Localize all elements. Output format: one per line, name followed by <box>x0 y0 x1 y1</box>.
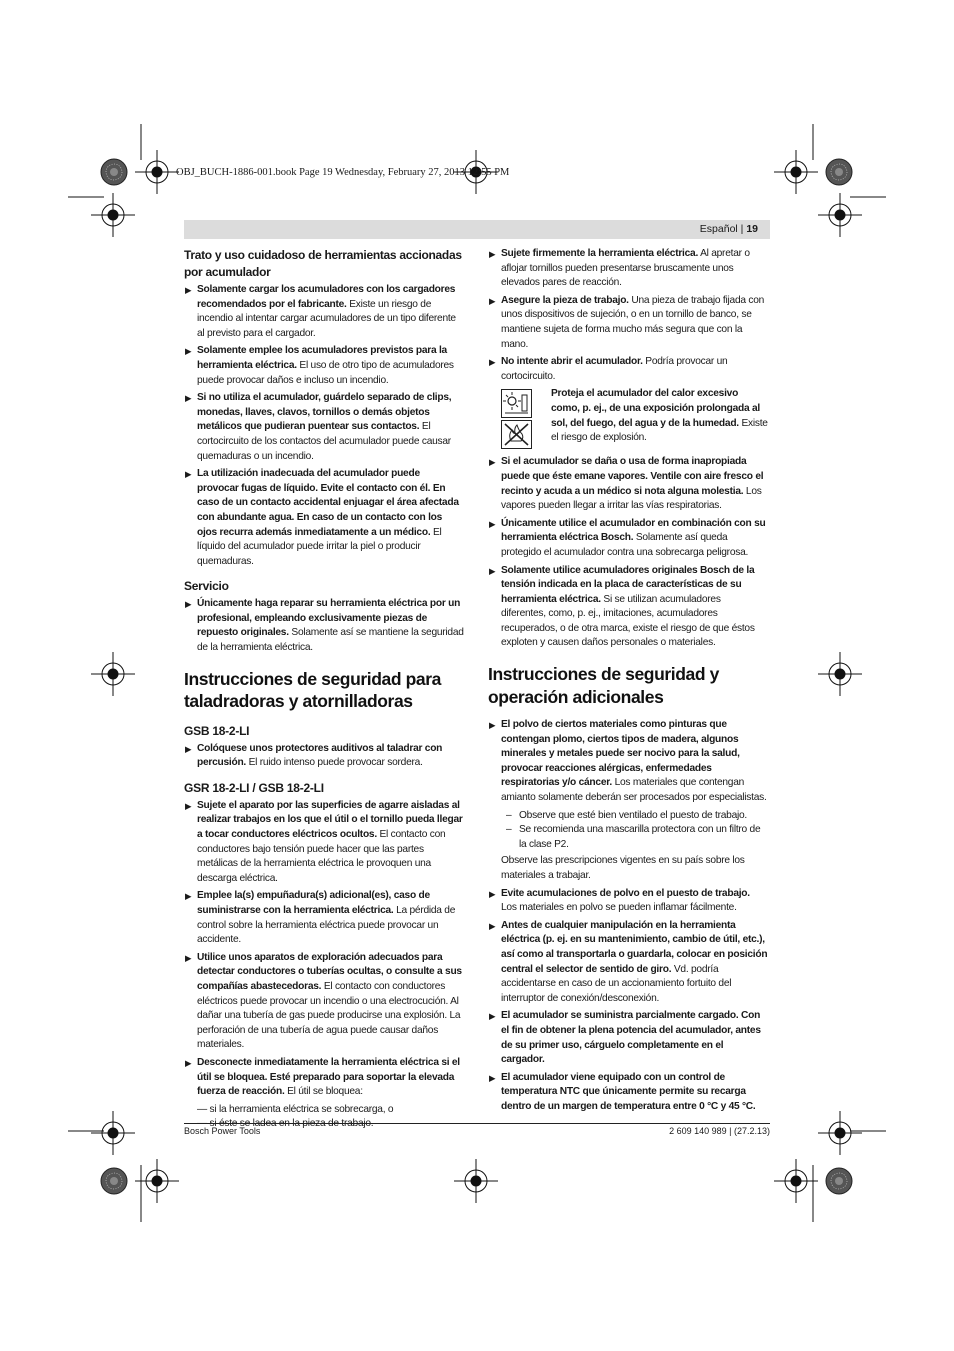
model-heading-gsr-gsb: GSR 18-2-LI / GSB 18-2-LI <box>184 780 324 795</box>
safety-item <box>488 718 768 806</box>
page-number: 19 <box>746 223 758 235</box>
item-bold: Solamente utilice acumuladores originales Bosch de la tensión indicada en la placa de características de su herramienta eléctrica. <box>501 564 755 605</box>
item-text: El contacto con conductores bajo tensión puede hacer que las partes metálicas de la herramienta eléctrica le provoquen una descarga eléctrica. <box>197 829 446 884</box>
safety-item <box>488 919 768 1007</box>
item-bold: Sujete el aparato por las superficies de agarre aisladas al realizar trabajos en los que el útil o el tornillo pueda llegar a tocar conductores eléctricos ocultos. <box>197 799 463 841</box>
footer-rule <box>184 1123 770 1124</box>
arrow-bullet-icon: ▶ <box>185 599 192 610</box>
safety-item <box>184 344 464 388</box>
item-bold: No intente abrir el acumulador. <box>501 356 643 368</box>
item-text: Solamente así queda protegido el acumulador contra una sobrecarga peligrosa. <box>501 532 749 558</box>
item-bold: Solamente cargar los acumuladores con los cargadores recomendados por el fabricante. <box>197 284 456 310</box>
sub-line: — si éste se ladea en la pieza de trabajo. <box>197 1118 374 1130</box>
arrow-bullet-icon: ▶ <box>185 1057 192 1068</box>
left-column <box>184 247 464 1132</box>
item-bold: Si el acumulador se daña o usa de forma inapropiada puede que éste emane vapores. Ventile con aire fresco el recinto y acuda a un médico si nota alguna molestia. <box>501 456 764 497</box>
header-language: Español <box>699 223 738 235</box>
item-bold: El polvo de ciertos materiales como pinturas que contengan plomo, ciertos tipos de madera, algunos minerales y metales puede ser nocivo para la salud, provocar reacciones alérgicas, enfermedades respiratorias y/o cáncer. <box>501 719 740 789</box>
sun-heat-icon <box>501 389 532 418</box>
item-bold: Emplee la(s) empuñadura(s) adicional(es), caso de suministrarse con la herramienta eléctrica. <box>197 890 430 916</box>
item-bold: Sujete firmemente la herramienta eléctrica. <box>501 248 699 259</box>
item-bold: Desconecte inmediatamente la herramienta eléctrica si el útil se bloquea. Esté preparado para soportar la elevada fuerza de reacción. <box>197 1056 460 1098</box>
arrow-bullet-icon: ▶ <box>185 469 192 480</box>
section-title-drill-safety: Instrucciones de seguridad para taladradoras y atornilladoras <box>184 668 441 712</box>
item-text: Los materiales que contengan amianto solamente deberán ser procesados por especialistas. <box>501 777 767 804</box>
item-bold: Únicamente haga reparar su herramienta eléctrica por un profesional, empleando exclusivamente piezas de repuesto originales. <box>197 598 461 639</box>
section-title-additional-safety: Instrucciones de seguridad y operación adicionales <box>488 664 719 707</box>
item-bold: Utilice unos aparatos de exploración adecuados para detectar conductores o tuberías ocultas, o consulte a sus compañías abastecedoras. <box>197 951 462 992</box>
arrow-bullet-icon: ▶ <box>185 743 192 754</box>
dash-item: – Se recomienda una mascarilla protectora con un filtro de la clase P2. <box>506 824 761 850</box>
heat-warning-bold: Proteja el acumulador del calor excesivo como, p. ej., de una exposición prolongada al sol, del fuego, del agua y de la humedad. <box>551 388 760 429</box>
item-text: El ruido intenso puede provocar sordera. <box>246 757 423 769</box>
item-text: Si se utilizan acumuladores diferentes, como, p. ej., imitaciones, acumuladores recuperados, o de otra marca, existe el riesgo de que éstos exploten y causen daños personales o materiales. <box>501 593 755 649</box>
item-text: Al apretar o aflojar tornillos pueden presentarse bruscamente unos elevados pares de reacción. <box>501 248 750 289</box>
model-heading-gsb: GSB 18-2-LI <box>184 723 250 738</box>
arrow-bullet-icon: ▶ <box>489 357 496 368</box>
item-bold: La utilización inadecuada del acumulador puede provocar fugas de líquido. Evite el contacto con él. En caso de un contacto accidental enjuagar el área afectada con abundante agua. En caso de un contacto con los ojos recurra además inmediatamente a un médico. <box>197 468 459 538</box>
arrow-bullet-icon: ▶ <box>489 920 496 931</box>
right-column <box>488 247 768 1118</box>
safety-item <box>488 517 768 561</box>
safety-item <box>184 283 464 341</box>
section-title-battery-care: Trato y uso cuidadoso de herramientas accionadas por acumulador <box>184 248 462 279</box>
print-slug: OBJ_BUCH-1886-001.book Page 19 Wednesday, February 27, 2013 12:55 PM <box>176 167 510 178</box>
item-bold: Evite acumulaciones de polvo en el puesto de trabajo. <box>501 887 750 899</box>
dash-item: – Observe que esté bien ventilado el puesto de trabajo. <box>506 809 748 821</box>
arrow-bullet-icon: ▶ <box>489 249 496 259</box>
item-bold: El acumulador viene equipado con un control de temperatura NTC que únicamente permite su recarga dentro de un margen de temperatura entre 0 °C y 45 °C. <box>501 1071 756 1112</box>
safety-item <box>488 355 768 384</box>
item-bold: Antes de cualquier manipulación en la herramienta eléctrica (p. ej. en su mantenimiento, cambio de útil, etc.), así como al transportarla o guardarla, colocar en posición central el selector de sentido de giro. <box>501 919 768 975</box>
safety-item <box>184 467 464 569</box>
item-bold: Únicamente utilice el acumulador en combinación con su herramienta eléctrica Bosch. <box>501 517 766 544</box>
arrow-bullet-icon: ▶ <box>489 457 496 468</box>
dash-item-text: Se recomienda una mascarilla protectora con un filtro de la clase P2. <box>519 824 761 850</box>
item-text: Los vapores pueden llegar a irritar las vías respiratorias. <box>501 485 762 512</box>
arrow-bullet-icon: ▶ <box>185 891 192 902</box>
footer-doc-number: 2 609 140 989 | (27.2.13) <box>669 1126 770 1136</box>
item-text: Existe un riesgo de incendio al intentar cargar acumuladores de un tipo diferente al previsto para el cargador. <box>197 298 456 339</box>
safety-item <box>488 1009 768 1067</box>
safety-item <box>184 597 464 655</box>
plain-paragraph: Observe las prescripciones vigentes en su país sobre los materiales a trabajar. <box>501 855 745 881</box>
footer-brand: Bosch Power Tools <box>184 1126 261 1136</box>
safety-item <box>184 889 464 947</box>
safety-item <box>488 455 768 513</box>
safety-item <box>488 247 768 291</box>
safety-item <box>184 742 464 771</box>
arrow-bullet-icon: ▶ <box>185 393 192 404</box>
item-text: Podría provocar un cortocircuito. <box>501 356 728 382</box>
heat-warning-block <box>501 387 768 449</box>
section-title-service: Servicio <box>184 579 229 594</box>
safety-item <box>184 391 464 464</box>
item-bold: Asegure la pieza de trabajo. <box>501 294 629 306</box>
item-text: Una pieza de trabajo fijada con unos dispositivos de sujeción, o en un tornillo de banco, se mantiene sujeta de forma mucho más segura que con la mano. <box>501 294 765 350</box>
arrow-bullet-icon: ▶ <box>185 952 192 963</box>
item-text: El útil se bloquea: <box>284 1086 363 1098</box>
item-text: El líquido del acumulador puede irritar la piel o producir quemaduras. <box>197 526 442 567</box>
arrow-bullet-icon: ▶ <box>185 346 192 357</box>
running-header: Español | 19 <box>184 220 770 239</box>
safety-item <box>488 564 768 652</box>
sub-line: — si la herramienta eléctrica se sobrecarga, o <box>197 1103 394 1115</box>
arrow-bullet-icon: ▶ <box>489 1072 496 1083</box>
no-fire-water-icon <box>501 420 532 449</box>
item-text: Vd. podría accidentarse en caso de un accionamiento fortuito del interruptor de conexión/desconexión. <box>501 963 732 1004</box>
arrow-bullet-icon: ▶ <box>489 720 496 731</box>
safety-item <box>488 887 768 916</box>
safety-item <box>184 799 464 887</box>
arrow-bullet-icon: ▶ <box>185 285 192 295</box>
arrow-bullet-icon: ▶ <box>489 1011 496 1022</box>
item-bold: El acumulador se suministra parcialmente cargado. Con el fin de obtener la plena potencia del acumulador, antes de su primer uso, cárguelo completamente en el cargador. <box>501 1010 761 1066</box>
arrow-bullet-icon: ▶ <box>489 295 496 306</box>
safety-item <box>488 1071 768 1115</box>
item-bold: Solamente emplee los acumuladores previstos para la herramienta eléctrica. <box>197 345 447 371</box>
dash-item-text: Observe que esté bien ventilado el puesto de trabajo. <box>519 809 748 821</box>
item-text: Solamente así se mantiene la seguridad de la herramienta eléctrica. <box>197 627 464 654</box>
heat-warning-text: Existe el riesgo de explosión. <box>551 417 768 444</box>
safety-item <box>488 294 768 352</box>
safety-item <box>184 951 464 1053</box>
item-text: El uso de otro tipo de acumuladores puede provocar daños e incluso un incendio. <box>197 359 454 386</box>
safety-item <box>184 1056 464 1100</box>
arrow-bullet-icon: ▶ <box>185 800 192 811</box>
item-bold: Colóquese unos protectores auditivos al taladrar con percusión. <box>197 742 443 769</box>
item-text: El contacto con conductores eléctricos puede provocar un incendio o una electrocución. Al dañar una tubería de gas puede producirse una explosión. La perforación de una tubería de agua puede causar daños materiales. <box>197 980 461 1051</box>
item-text: El cortocircuito de los contactos del acumulador puede causar quemaduras o un incendio. <box>197 421 451 462</box>
arrow-bullet-icon: ▶ <box>489 888 496 899</box>
item-bold: Si no utiliza el acumulador, guárdelo separado de clips, monedas, llaves, clavos, tornillos o demás objetos metálicos que pudieran puentear sus contactos. <box>197 392 452 433</box>
arrow-bullet-icon: ▶ <box>489 518 496 529</box>
item-text: La pérdida de control sobre la herramienta eléctrica puede provocar un accidente. <box>197 905 456 946</box>
arrow-bullet-icon: ▶ <box>489 565 496 576</box>
item-text: Los materiales en polvo se pueden inflamar fácilmente. <box>501 902 737 914</box>
